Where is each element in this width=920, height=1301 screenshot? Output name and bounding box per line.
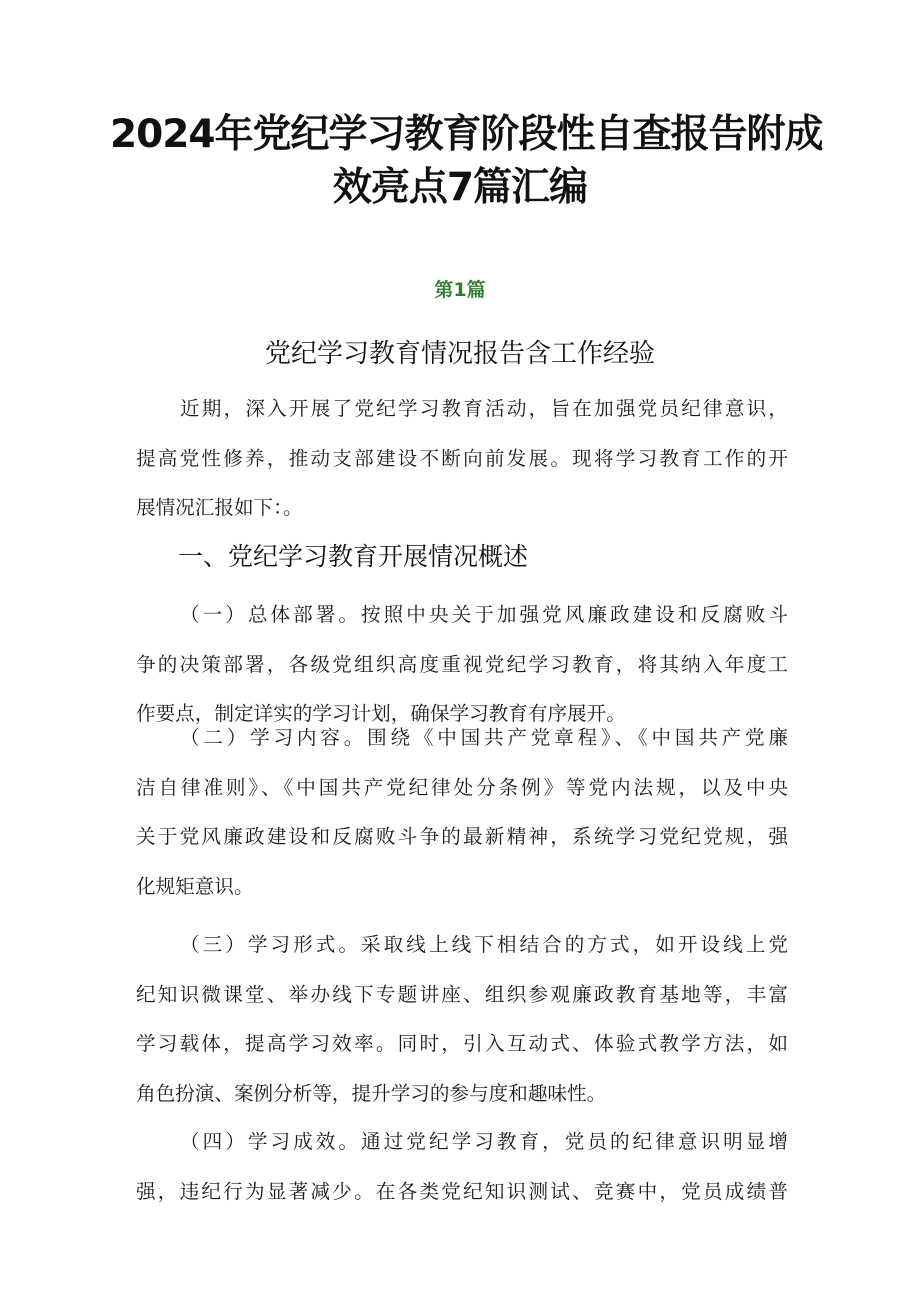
paragraph-2: [136, 713, 788, 911]
intro-paragraph: [136, 384, 788, 533]
paragraph-line: （三）学习形式。采取线上线下相结合的方式，如开设线上党: [180, 933, 788, 956]
paragraph-line: 化规矩意识。: [136, 874, 254, 898]
paragraph-3: [136, 920, 788, 1118]
title-line-2: 效亮点7篇汇编: [332, 165, 588, 210]
paragraph-line: 近期，深入开展了党纪学习教育活动，旨在加强党员纪律意识，: [180, 397, 788, 420]
title-line-1: 2024年党纪学习教育阶段性自查报告附成: [110, 112, 823, 157]
paragraph-line: （一）总体部署。按照中央关于加强党风廉政建设和反腐败斗: [180, 603, 788, 626]
paragraph-line: 提高党性修养，推动支部建设不断向前发展。现将学习教育工作的开: [136, 446, 788, 470]
paragraph-line: 强，违纪行为显著减少。在各类党纪知识测试、竞赛中，党员成绩普: [136, 1179, 788, 1203]
heading-1: 一、党纪学习教育开展情况概述: [178, 542, 529, 571]
paragraph-line: 展情况汇报如下：。: [136, 496, 303, 519]
paragraph-line: 洁自律准则》、《中国共产党纪律处分条例》等党内法规，以及中央: [136, 775, 788, 799]
chapter-label: 第1篇: [434, 279, 486, 301]
section-title: 党纪学习教育情况报告含工作经验: [264, 339, 655, 369]
paragraph-line: 纪知识微课堂、举办线下专题讲座、组织参观廉政教育基地等，丰富: [136, 982, 788, 1006]
paragraph-line: 作要点，制定详实的学习计划，确保学习教育有序展开。: [136, 702, 626, 725]
paragraph-4: [136, 1117, 788, 1216]
paragraph-line: 争的决策部署，各级党组织高度重视党纪学习教育，将其纳入年度工: [136, 652, 788, 676]
paragraph-line: （二）学习内容。围绕《中国共产党章程》、《中国共产党廉: [180, 726, 788, 749]
paragraph-line: 学习载体，提高学习效率。同时，引入互动式、体验式教学方法，如: [136, 1032, 788, 1055]
document-title: [110, 108, 823, 214]
paragraph-line: 关于党风廉政建设和反腐败斗争的最新精神，系统学习党纪党规，强: [136, 825, 788, 848]
paragraph-line: （四）学习成效。通过党纪学习教育，党员的纪律意识明显增: [180, 1130, 788, 1153]
paragraph-line: 角色扮演、案例分析等，提升学习的参与度和趣味性。: [136, 1081, 607, 1105]
